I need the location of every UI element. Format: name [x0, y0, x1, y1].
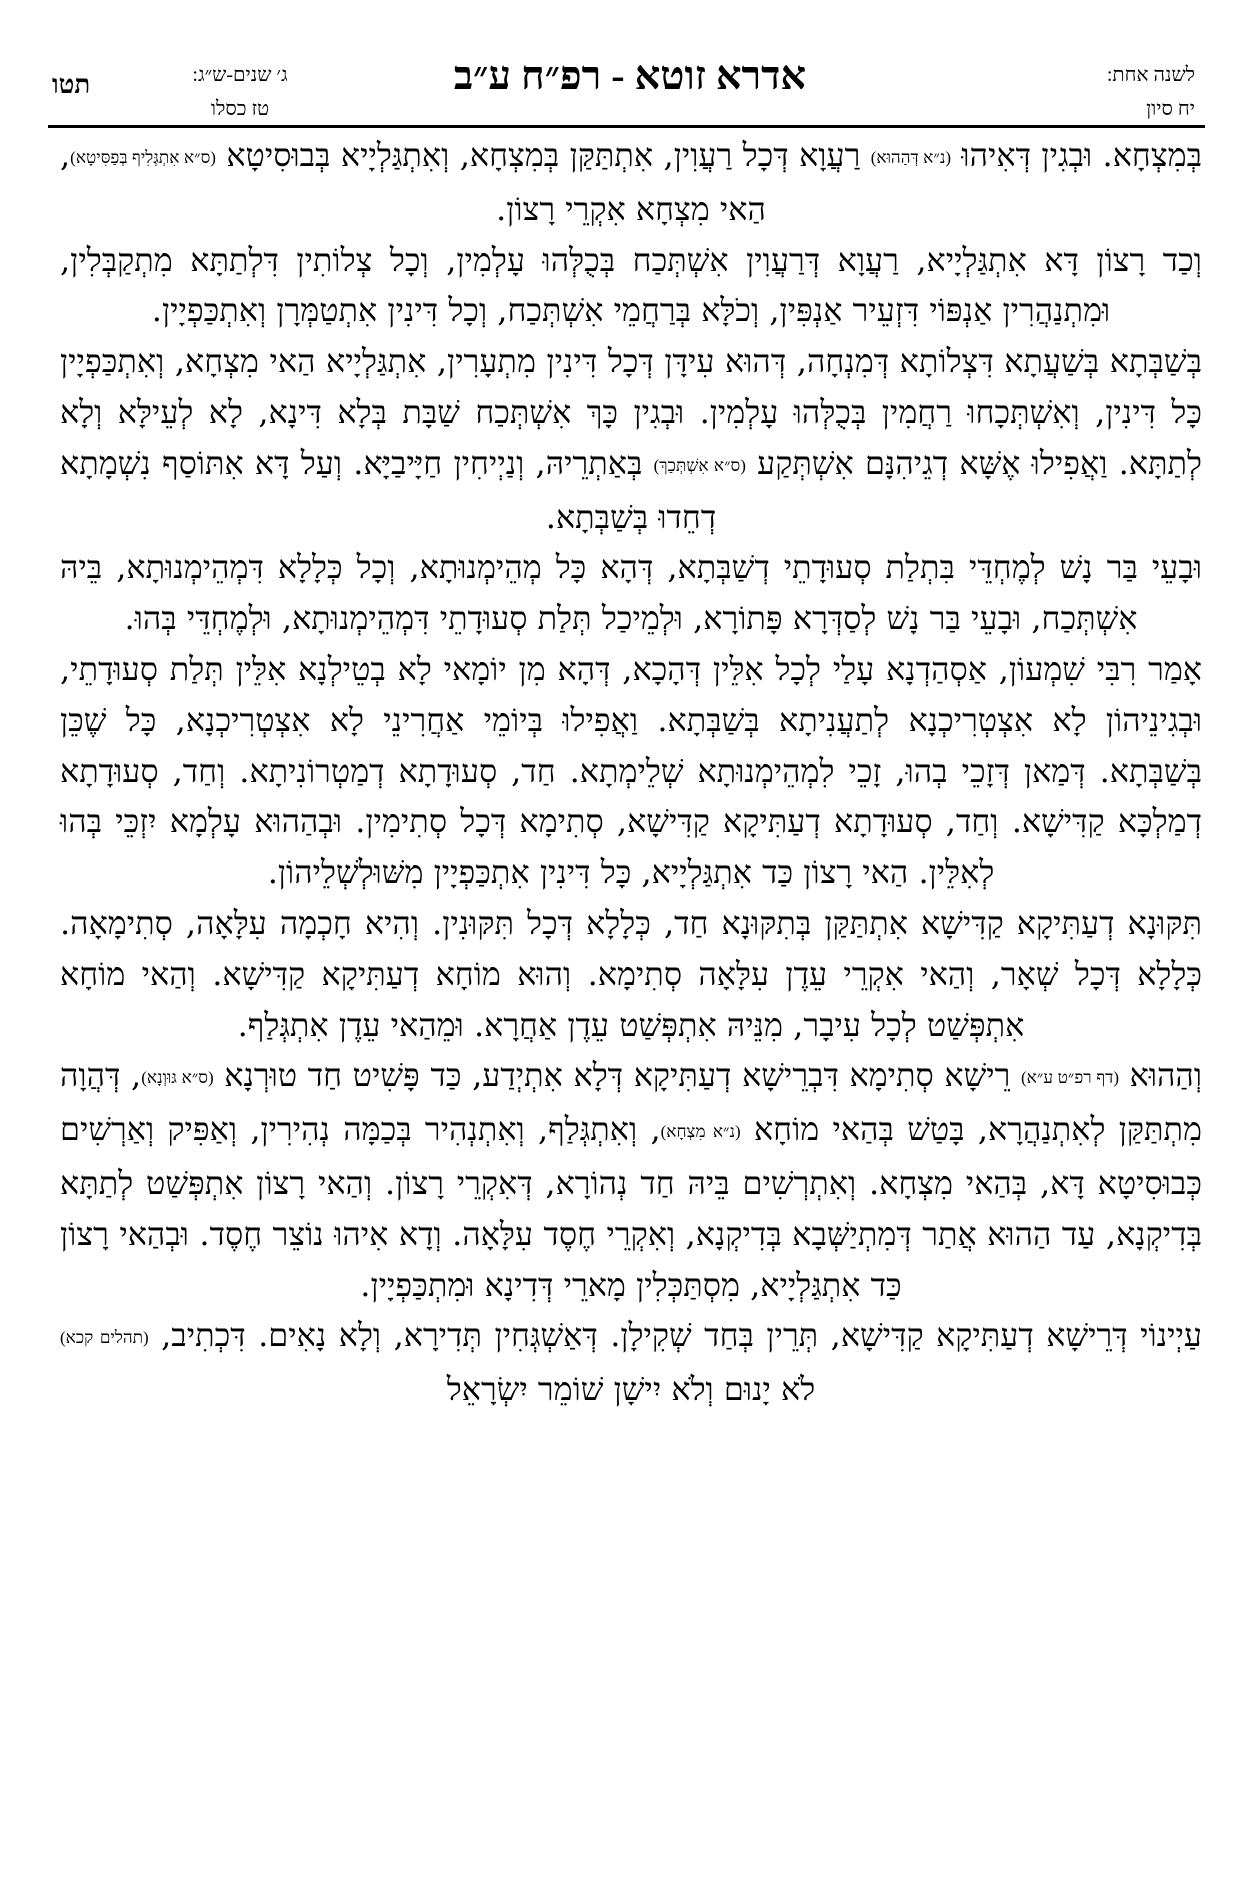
- paragraph-text: וּבָעֵי בַּר נָשׁ לְמֶחְדֵּי בִּתְלַת סְעוּדָתֵי דְשַׁבְּתָא, דְּהָא כָּל מְהֵימְנוּתָא, וְכָל כְּלָלָא דִּמְהֵימְנוּתָא, בֵּיהּ אִשְׁתְּכַח, וּבָעֵי בַּר נָשׁ לְסַדְּרָא פָּתוֹרָא, וּלְמֵיכַל תְּלַת סְעוּדָתֵי דִּמְהֵימְנוּתָא, וּלְמֶחְדֵּי בְּהוּ.: [60, 548, 1203, 638]
- schedule-right-date: יח סיון: [1146, 98, 1195, 120]
- schedule-right-label: לשנה אחת:: [1106, 64, 1195, 86]
- paragraph-text: רֵישָׁא סְתִימָא דִּבְרֵישָׁא דְעַתִּיקָא דְּלָא אִתְיְדַע, כַּד פָּשִׁיט חַד טוּרְנָא: [213, 1056, 1021, 1095]
- schedule-left: [140, 58, 340, 126]
- page-title: אדרא זוטא - רפ״ח ע״ב: [453, 53, 807, 98]
- text-paragraph: [60, 235, 1202, 337]
- schedule-left-date: טז כסלו: [210, 98, 270, 120]
- text-paragraph: [60, 542, 1202, 644]
- text-paragraph: [60, 898, 1202, 1050]
- paragraph-text: רַעֲוָא דְּכָל רַעֲוִין, אִתְתַּקַּן בְּמִצְחָא, וְאִתְגַּלְיָיא בְּבוּסִיטָא: [215, 136, 871, 174]
- schedule-left-label: ג׳ שנים-ש״ג:: [192, 64, 288, 86]
- paragraph-text: בְּשַׁבְּתָא בְּשַׁעֲתָא דִּצְלוֹתָא דְּמִנְחָה, דְּהוּא עִידָּן דְּכָל דִּינִין מִתְעָרִין, אִתְגַּלְיָיא הַאי מִצְחָא, וְאִתְכַּפְיָין כָּל דִּינִין, וְאִשְׁתְּכָחוּ רַחֲמִין בְּכֻלְּהוּ עָלְמִין. וּבְגִין כָּךְ אִשְׁתְּכַח שַׁבָּת בְּלָא דִּינָא, לָא לְעֵילָּא וְלָא לְתַתָּא. וַאֲפִילוּ אֶשָּׁא דְגֵיהִנָּם אִשְׁתְּקַע: [60, 342, 1203, 482]
- page-number: תטו: [52, 70, 91, 99]
- paragraph-text: עַיְינוֹי דְּרֵישָׁא דְעַתִּיקָא קַדִּישָׁא, תְּרֵין בְּחַד שְׁקִילָן. דְּאַשְׁגְּחִין תְּדִירָא, וְלָא נָאִים. דִּכְתִיב,: [148, 1316, 1202, 1355]
- variant-reading-note: (נ״א דְּהַהוּא): [870, 148, 952, 167]
- paragraph-text: וְכַד רָצוֹן דָּא אִתְגַּלְיָיא, רַעֲוָא דְּרַעֲוִין אִשְׁתְּכַח בְּכֻלְּהוּ עָלְמִין, וְכָל צְלוֹתִין דִּלְתַתָּא מִתְקַבְּלִין, וּמִתְנַהֲרִין אַנְפּוֹי דִּזְעֵיר אַנְפִּין, וְכֹלָּא בְּרַחֲמֵי אִשְׁתְּכַח, וְכָל דִּינִין אִתְטַמְּרָן וְאִתְכַּפְיָין.: [60, 240, 1202, 330]
- paragraph-text: תִּקּוּנָא דְעַתִּיקָא קַדִּישָׁא אִתְתַּקַּן בְּתִקּוּנָא חַד, כְּלָלָא דְּכָל תִּקּוּנִין. וְהִיא חָכְמָה עִלָּאָה, סְתִימָאָה. כְּלָלָא דְּכָל שְׁאָר, וְהַאי אִקְרֵי עֵדֶן עִלָּאָה סְתִימָא. וְהוּא מוֹחָא דְעַתִּיקָא קַדִּישָׁא. וְהַאי מוֹחָא אִתְפְּשַׁט לְכָל עִיבָר, מִנֵּיהּ אִתְפְּשַׁט עֵדֶן אַחֲרָא. וּמֵהַאי עֵדֶן אִתְגְּלַף.: [60, 903, 1202, 1044]
- paragraph-text: בְּמִצְחָא. וּבְגִין דְּאִיהוּ: [951, 136, 1203, 174]
- paragraph-text: וְהַהוּא: [1119, 1056, 1203, 1095]
- text-paragraph: [60, 130, 1202, 235]
- paragraph-text: לֹא יָנוּם וְלֹא יִישָׁן שׁוֹמֵר יִשְׂרָאֵל: [446, 1370, 816, 1409]
- page-header: [0, 0, 1253, 130]
- text-paragraph: [60, 1310, 1202, 1415]
- variant-reading-note: (ס״א אִשְׁתְּכַךְ): [653, 455, 746, 475]
- paragraph-text: בְּאַתְרֵיהּ, וְנַיְיחִין חַיָּיבַיָּא. וְעַל דָּא אִתּוֹסַף נִשְׁמָתָא דְחֵדוּ בְּשַׁבְּתָא.: [60, 443, 717, 536]
- schedule-right: [995, 58, 1195, 126]
- paragraph-text: אָמַר רִבִּי שִׁמְעוֹן, אַסְהַדְנָא עָלַי לְכָל אִלֵּין דְּהָכָא, דְּהָא מִן יוֹמָאי לָא בְטֵילְנָא אִלֵּין תְּלַת סְעוּדָתֵי, וּבְגִינֵיהוֹן לָא אִצְטְרִיכְנָא לְתַעֲנִיתָא בְּשַׁבְּתָא. וַאֲפִילוּ בְּיוֹמֵי אַחֲרִינֵי לָא אִצְטְרִיכְנָא, כָּל שֶׁכֵּן בְּשַׁבְּתָא. דְּמַאן דְּזָכֵי בְהוּ, זָכֵי לִמְהֵימְנוּתָא שְׁלֵימְתָא. חַד, סְעוּדָתָא דְמַטְרוֹנִיתָא. וְחַד, סְעוּדָתָא דְמַלְכָּא קַדִּישָׁא. וְחַד, סְעוּדָתָא דְעַתִּיקָא קַדִּישָׁא, סְתִימָא דְּכָל סְתִימִין. וּבְהַהוּא עָלְמָא יִזְכֵּי בְּהוּ לְאִלֵּין. הַאי רָצוֹן כַּד אִתְגַּלְיָיא, כָּל דִּינִין אִתְכַּפְיָין מִשּׁוּלְשְׁלֵיהוֹן.: [60, 649, 1203, 892]
- text-paragraph: [60, 1050, 1202, 1310]
- main-text-column: [60, 130, 1202, 1415]
- variant-reading-note: (ס״א גּוּוְנָא): [141, 1068, 214, 1088]
- text-paragraph: [60, 336, 1202, 542]
- paragraph-text: , וְאִתְגְּלַף, וְאִתְנְהִיר בְּכַמָּה נְהִירִין, וְאַפִּיק וְאַרְשִׁים כְּבוּסִיטָא דָּא, בְּהַאי מִצְחָא. וְאִתְרְשִׁים בֵּיהּ חַד נְהוֹרָא, דְּאִקְרֵי רָצוֹן. וְהַאי רָצוֹן אִתְפְּשַׁט לְתַתָּא בְּדִיקְנָא, עַד הַהוּא אֲתַר דְּמִתְיַשְּׁבָא בְּדִיקְנָא, וְאִקְרֵי חֶסֶד עִלָּאָה. וְדָא אִיהוּ נוֹצֵר חֶסֶד. וּבְהַאי רָצוֹן כַּד אִתְגַּלְיָיא, מִסְתַּכְּלִין מָארֵי דְּדִינָא וּמִתְכַּפְיָין.: [60, 1110, 1202, 1304]
- paragraph-text: , הַאי מִצְחָא אִקְרֵי רָצוֹן.: [60, 136, 766, 228]
- paragraph-text: , דְּהֲוָה מִתְתַּקַּן לְאִתְנַהֲרָא, בָּטַשׁ בְּהַאי מוֹחָא: [60, 1056, 1202, 1149]
- variant-reading-note: (נ״א מִצְחָא): [660, 1122, 741, 1142]
- variant-reading-note: (דף רפ״ט ע״א): [1021, 1068, 1119, 1088]
- header-divider: [48, 125, 1205, 128]
- variant-reading-note: (ס״א אִתְגְּלִיף בְּפַסִּיטָא): [70, 148, 216, 167]
- text-paragraph: [60, 644, 1202, 898]
- variant-reading-note: (תהלים קכא): [60, 1328, 149, 1348]
